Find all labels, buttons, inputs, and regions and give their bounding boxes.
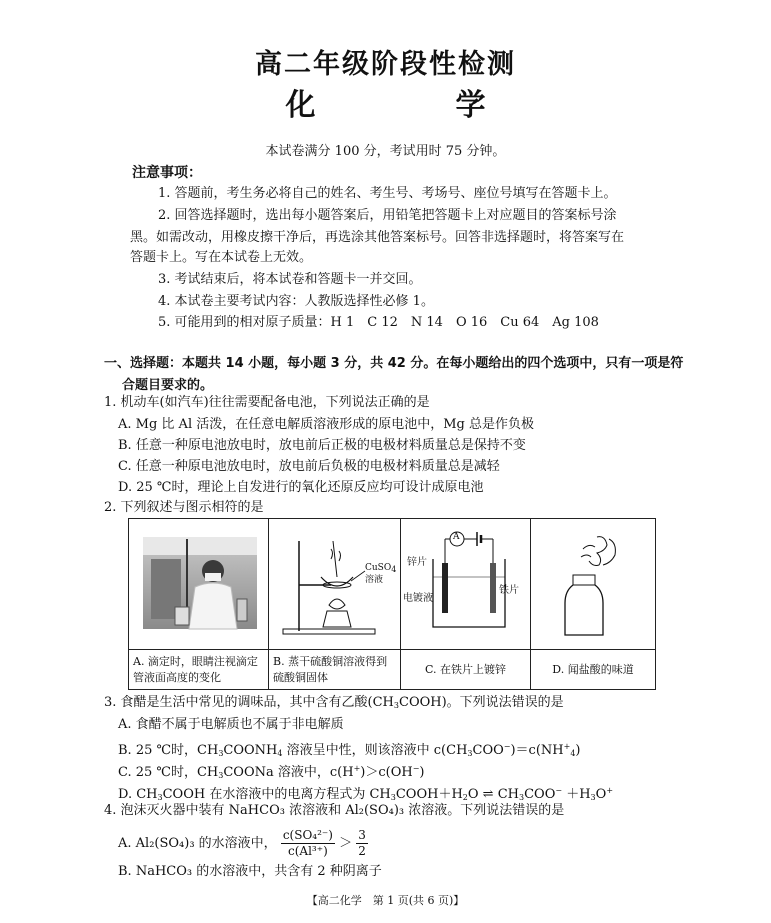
- caption-c: C. 在铁片上镀锌: [401, 649, 530, 689]
- fraction-sulfate-al: $\frac{\text{c(SO₄²⁻)}}{\text{c(Al³⁺)}}$: [282, 828, 333, 858]
- note-item: 黑。如需改动，用橡皮擦干净后，再选涂其他答案标号。回答非选择题时，将答案写在: [130, 230, 625, 245]
- label-cuso4: CuSO: [365, 563, 392, 573]
- label-solution: 溶液: [365, 575, 384, 585]
- note-item: 5. 可能用到的相对原子质量：H 1 C 12 N 14 O 16 Cu 64 Ag 108: [158, 315, 599, 330]
- label-cuso4-sub: 4: [391, 565, 397, 574]
- caption-b: B. 蒸干硫酸铜溶液得到硫酸铜固体: [269, 649, 400, 689]
- note-item: 2. 回答选择题时，选出每小题答案后，用铅笔把答题卡上对应题目的答案标号涂: [158, 208, 617, 223]
- question-4-option-b: B. NaHCO₃ 的水溶液中，共含有 2 种阴离子: [118, 864, 382, 879]
- figure-cell-b: [269, 519, 401, 689]
- question-3-option-d: D. $CH_3COOH$ 在水溶液中的电离方程式为 $CH_3COOH+H_2O$ ⇌ $CH_3COO^- +H_3O^+$: [118, 786, 614, 802]
- label-iron: 铁片: [499, 585, 519, 596]
- question-2-figure-table: [128, 518, 656, 690]
- titration-photo: [129, 519, 267, 647]
- question-3-option-a: A. 食醋不属于电解质也不属于非电解质: [118, 717, 344, 732]
- question-1-stem: 1. 机动车(如汽车)往往需要配备电池，下列说法正确的是: [104, 395, 430, 410]
- question-1-option-d: D. 25 ℃时，理论上自发进行的氧化还原反应均可设计成原电池: [118, 480, 484, 495]
- ammeter-label: A: [453, 532, 460, 542]
- question-3-option-c: C. 25 ℃时，$CH_3COONa$ 溶液中，c(H+)＞c(OH−): [118, 764, 425, 780]
- question-1-option-b: B. 任意一种原电池放电时，放电前后正极的电极材料质量总是保持不变: [118, 438, 526, 453]
- note-item: 1. 答题前，考生务必将自己的姓名、考生号、考场号、座位号填写在答题卡上。: [158, 186, 617, 201]
- label-zinc: 锌片: [407, 557, 427, 568]
- question-1-option-c: C. 任意一种原电池放电时，放电前后负极的电极材料质量总是减轻: [118, 459, 500, 474]
- subject-title: 化 学: [285, 88, 541, 123]
- page-footer: 【高二化学 第 1 页(共 6 页)】: [306, 894, 465, 907]
- caption-d: D. 闻盐酸的味道: [531, 649, 655, 689]
- notes-heading: 注意事项：: [132, 165, 202, 181]
- question-3-option-b: B. 25 ℃时，$CH_3COONH_4$ 溶液呈中性，则该溶液中 $c(CH_3COO^-)=c(NH^+_4)$: [118, 742, 581, 758]
- fraction-three-halves: $\frac{3}{2}$: [358, 828, 366, 858]
- question-3-stem: 3. 食醋是生活中常见的调味品，其中含有乙酸$(CH_3COOH)$。下列说法错误的是: [104, 695, 564, 710]
- figure-cell-a: [129, 519, 269, 689]
- question-1-option-a: A. Mg 比 Al 活泼，在任意电解质溶液形成的原电池中，Mg 总是作负极: [118, 417, 534, 432]
- question-2-stem: 2. 下列叙述与图示相符的是: [104, 500, 264, 515]
- smelling-illustration: [531, 519, 653, 647]
- note-item: 3. 考试结束后，将本试卷和答题卡一并交回。: [158, 272, 422, 287]
- section-heading-cont: 合题目要求的。: [122, 378, 214, 393]
- label-electrolyte: 电镀液: [403, 593, 433, 604]
- figure-cell-c: [401, 519, 531, 689]
- note-item: 4. 本试卷主要考试内容：人教版选择性必修 1。: [158, 294, 434, 309]
- section-heading: 一、选择题：本题共 14 小题，每小题 3 分，共 42 分。在每小题给出的四个选项中，只有一项是符: [104, 356, 684, 371]
- question-4-option-a: A. Al₂(SO₄)₃ 的水溶液中， $\frac{\text{c(SO₄²⁻)}}{\text{c(Al³⁺)}}$ ＞ $\frac{3}{2}$: [118, 828, 366, 858]
- exam-meta: 本试卷满分 100 分，考试用时 75 分钟。: [265, 144, 506, 159]
- note-item: 答题卡上。写在本试卷上无效。: [130, 250, 313, 265]
- caption-a: A. 滴定时，眼睛注视滴定管液面高度的变化: [129, 649, 268, 689]
- question-4-stem: 4. 泡沫灭火器中装有 NaHCO₃ 浓溶液和 Al₂(SO₄)₃ 浓溶液。下列说法错误的是: [104, 803, 565, 818]
- exam-title: 高二年级阶段性检测: [255, 49, 516, 80]
- figure-cell-d: [531, 519, 655, 689]
